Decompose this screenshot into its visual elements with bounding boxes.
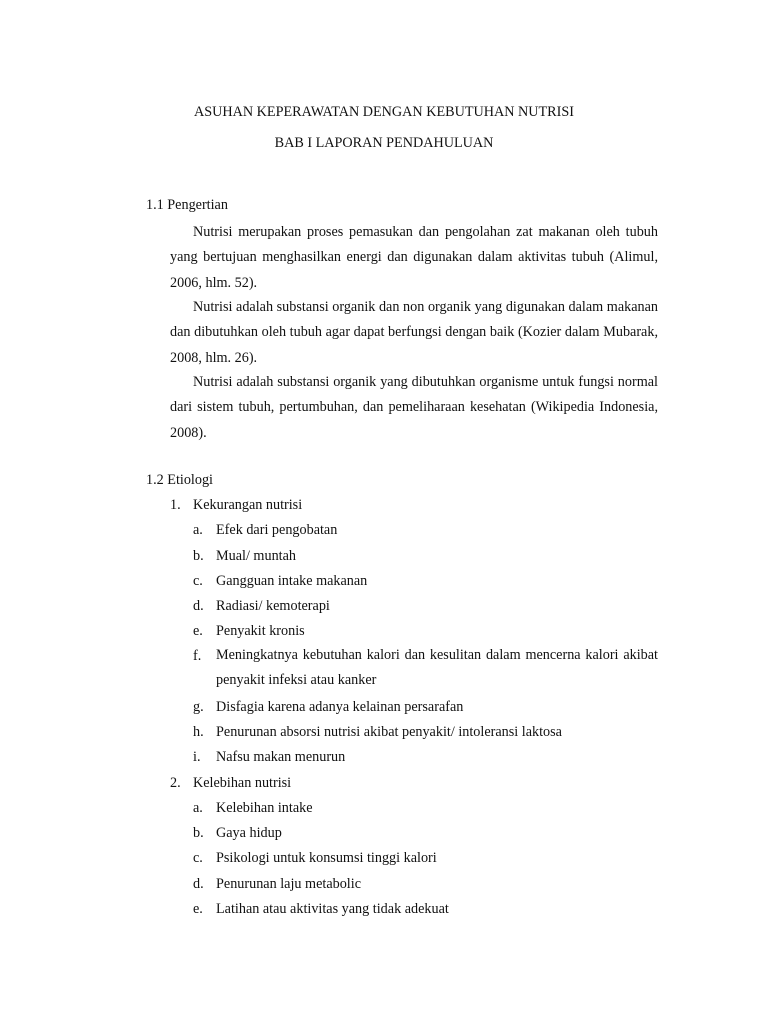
- list-letter: g.: [193, 699, 204, 715]
- paragraph: Nutrisi merupakan proses pemasukan dan pengolahan zat makanan oleh tubuh yang bertujuan menghasilkan energi dan digunakan dalam aktivitas tubuh (Alimul, 2006, hlm. 52).: [170, 224, 658, 291]
- section-heading-pengertian: 1.1 Pengertian: [146, 197, 228, 213]
- list-item: Gaya hidup: [216, 825, 282, 841]
- list-item: Radiasi/ kemoterapi: [216, 598, 330, 614]
- list-item: Kelebihan intake: [216, 800, 313, 816]
- list-letter: c.: [193, 850, 203, 866]
- list-item: Gangguan intake makanan: [216, 573, 368, 589]
- list-letter: c.: [193, 573, 203, 589]
- list-title: Kekurangan nutrisi: [193, 497, 303, 513]
- list-letter: d.: [193, 876, 204, 892]
- list-item: Efek dari pengobatan: [216, 522, 338, 538]
- document-subtitle: BAB I LAPORAN PENDAHULUAN: [274, 135, 494, 151]
- list-letter: h.: [193, 724, 204, 740]
- list-item: Nafsu makan menurun: [216, 749, 346, 765]
- list-item: Penurunan absorsi nutrisi akibat penyakit/ intoleransi laktosa: [216, 724, 562, 740]
- list-letter: e.: [193, 901, 203, 917]
- list-letter: e.: [193, 623, 203, 639]
- list-item: Meningkatnya kebutuhan kalori dan kesulitan dalam mencerna kalori akibat penyakit infeksi atau kanker: [216, 647, 658, 689]
- list-letter: d.: [193, 598, 204, 614]
- list-letter: f.: [193, 648, 202, 664]
- list-number: 1.: [170, 497, 181, 513]
- list-item: Penyakit kronis: [216, 623, 305, 639]
- list-item: Penurunan laju metabolic: [216, 876, 361, 892]
- list-letter: i.: [193, 749, 201, 765]
- paragraph: Nutrisi adalah substansi organik yang dibutuhkan organisme untuk fungsi normal dari sistem tubuh, pertumbuhan, dan pemeliharaan kesehatan (Wikipedia Indonesia, 2008).: [170, 374, 658, 441]
- list-letter: b.: [193, 825, 204, 841]
- list-letter: a.: [193, 522, 203, 538]
- section-heading-etiologi: 1.2 Etiologi: [146, 472, 213, 488]
- list-item: Latihan atau aktivitas yang tidak adekuat: [216, 901, 449, 917]
- list-letter: b.: [193, 548, 204, 564]
- list-item: Mual/ muntah: [216, 548, 296, 564]
- list-number: 2.: [170, 775, 181, 791]
- document-title: ASUHAN KEPERAWATAN DENGAN KEBUTUHAN NUTRISI: [194, 104, 574, 120]
- list-title: Kelebihan nutrisi: [193, 775, 292, 791]
- list-letter: a.: [193, 800, 203, 816]
- list-item: Disfagia karena adanya kelainan persarafan: [216, 699, 464, 715]
- paragraph: Nutrisi adalah substansi organik dan non organik yang digunakan dalam makanan dan dibutuhkan oleh tubuh agar dapat berfungsi dengan baik (Kozier dalam Mubarak, 2008, hlm. 26).: [170, 299, 658, 366]
- list-item: Psikologi untuk konsumsi tinggi kalori: [216, 850, 437, 866]
